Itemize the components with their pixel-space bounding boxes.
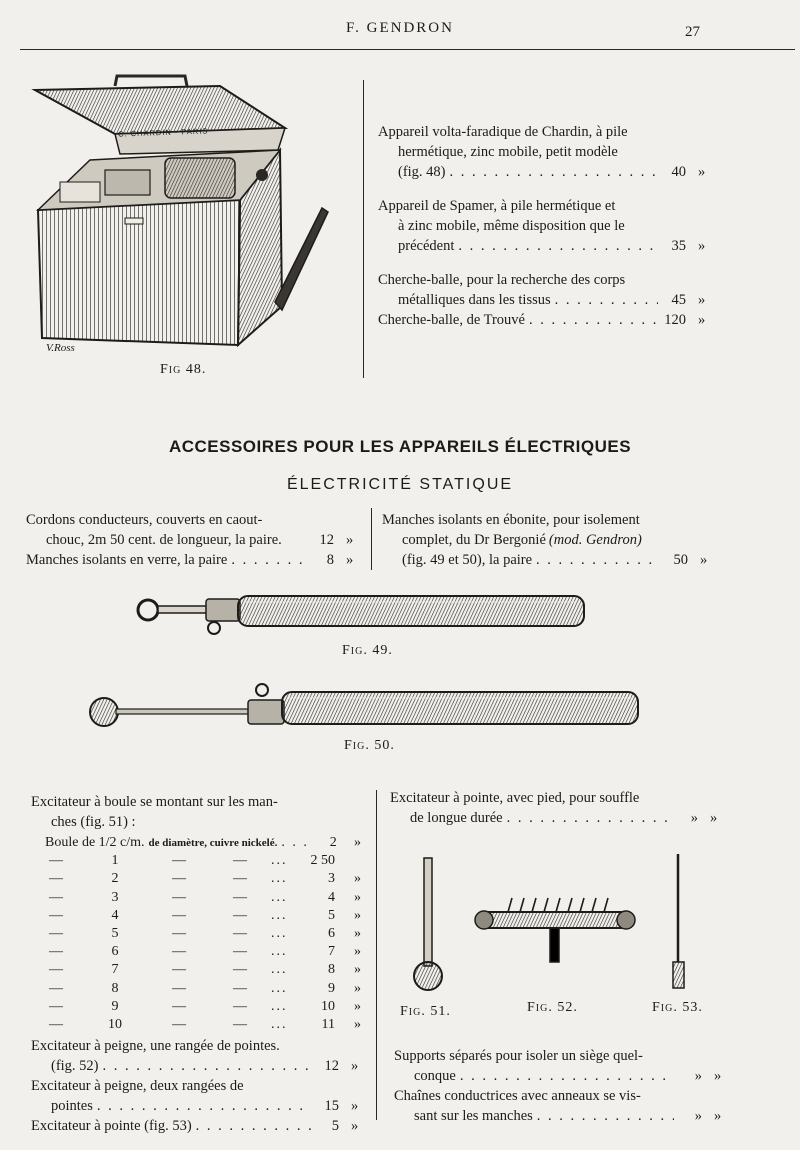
leader-dots (196, 1116, 311, 1136)
ball-row (31, 980, 361, 998)
ball-row-d2: — (172, 926, 186, 942)
ball-row (31, 907, 361, 925)
entry-line: Excitateur à pointe, avec pied, pour souffle (390, 790, 640, 806)
price-unit: » (698, 238, 706, 254)
entry-line: Cordons conducteurs, couverts en caout- (26, 512, 263, 528)
ball-row-price: 11 (321, 1017, 335, 1033)
ball-row-unit: » (354, 926, 361, 942)
entry-line: Supports séparés pour isoler un siège quel- (394, 1048, 643, 1064)
price-unit: » (698, 164, 706, 180)
price: » (694, 1108, 702, 1124)
price-unit: » (351, 1058, 359, 1075)
row-label: Boule de 1/2 c/m. (45, 835, 145, 850)
entry-line: Manches isolants en verre, la paire (26, 552, 228, 568)
ball-row-price: 8 (328, 962, 335, 978)
top-entries (378, 122, 708, 330)
entry-line: conque (414, 1068, 456, 1084)
entry-italic: (mod. Gendron) (548, 532, 642, 548)
ball-row-num: 9 (111, 998, 119, 1014)
static-left (26, 510, 356, 570)
ball-row-price: 5 (328, 907, 335, 923)
fig52-label: Fig. 52. (527, 1000, 578, 1015)
price: 8 (326, 552, 334, 568)
price-unit: » (710, 810, 718, 826)
ball-row-dots: ... (271, 980, 288, 996)
ball-row-d3: — (233, 926, 247, 942)
leader-dots (450, 162, 658, 182)
price: 40 (671, 164, 686, 180)
ball-row-price: 10 (321, 998, 335, 1014)
price-unit: » (354, 835, 361, 850)
ball-row-d2: — (172, 944, 186, 960)
ball-row (31, 1016, 361, 1034)
ball-row (31, 961, 361, 979)
price-unit: » (714, 1108, 722, 1124)
ball-row-num: 6 (111, 944, 119, 960)
ball-row-dash: — (49, 907, 63, 923)
column-rule-exciters (376, 790, 377, 1120)
entry-line: à zinc mobile, même disposition que le (398, 218, 625, 234)
ball-row-dots: ... (271, 998, 288, 1014)
entry-line: pointes (51, 1098, 93, 1115)
entry-line: (fig. 49 et 50), la paire (402, 552, 533, 568)
price-unit: » (346, 552, 354, 568)
leader-dots (231, 550, 306, 570)
ball-row-dots: ... (271, 907, 288, 923)
price: 15 (324, 1098, 339, 1115)
entry-line: Appareil volta-faradique de Chardin, à pile (378, 124, 628, 140)
ball-row-d2: — (172, 871, 186, 887)
ball-row-unit: » (354, 907, 361, 923)
entry-line: Chaînes conductrices avec anneaux se vis- (394, 1088, 641, 1104)
price: 12 (319, 532, 334, 548)
fig48-brand-text: C. CHARDIN · PARIS (117, 126, 209, 139)
price: 12 (324, 1058, 339, 1075)
leader-dots (555, 290, 658, 310)
ball-row-dots: ... (271, 962, 288, 978)
ball-row-d3: — (233, 1017, 247, 1033)
static-right (382, 510, 710, 570)
fig48-label: Fig 48. (160, 362, 207, 377)
ball-row-price: 3 (328, 871, 335, 887)
ball-row-dots: ... (271, 926, 288, 942)
fig50-handle-illustration (86, 680, 642, 732)
ball-row-unit: » (354, 962, 361, 978)
ball-row-unit: » (354, 889, 361, 905)
fig48-engraving (30, 70, 330, 360)
ball-row-d3: — (233, 962, 247, 978)
entry-line: métalliques dans les tissus (398, 292, 551, 308)
price: » (694, 1068, 702, 1084)
ball-row-num: 4 (111, 907, 119, 923)
leader-dots (537, 1106, 674, 1126)
ball-row-dots: ... (271, 1017, 288, 1033)
section-title: ACCESSOIRES POUR LES APPAREILS ÉLECTRIQUES (168, 437, 632, 456)
ball-row-dash: — (49, 962, 63, 978)
ball-row-d2: — (172, 962, 186, 978)
ball-row-dots: ... (271, 853, 288, 869)
ball-row-num: 8 (111, 980, 119, 996)
ball-row-d3: — (233, 889, 247, 905)
ball-row-d3: — (233, 907, 247, 923)
leader-dots (536, 550, 660, 570)
ball-row-d2: — (172, 998, 186, 1014)
price-unit: » (351, 1098, 359, 1115)
ball-row-dash: — (49, 871, 63, 887)
entry-line: chouc, 2m 50 cent. de longueur, la paire. (46, 532, 282, 548)
exciters-left (31, 792, 361, 1136)
exciters-right-bottom (394, 1046, 724, 1126)
price: 5 (331, 1118, 339, 1135)
column-rule-static (371, 508, 372, 570)
ball-row-d2: — (172, 853, 186, 869)
exciters-right-top (390, 788, 720, 828)
ball-row-unit: » (354, 998, 361, 1014)
entry-line: de longue durée (410, 810, 503, 826)
leader-dots (103, 1056, 311, 1076)
ball-row-num: 2 (111, 871, 119, 887)
entry-line: complet, du Dr Bergonié (402, 532, 546, 548)
ball-row-dash: — (49, 998, 63, 1014)
price: 50 (673, 552, 688, 568)
fig50-label: Fig. 50. (344, 738, 395, 753)
leader-dots (97, 1096, 311, 1116)
header-rule (20, 49, 795, 50)
ball-row-d2: — (172, 1017, 186, 1033)
ball-row-d3: — (233, 871, 247, 887)
ball-row-dash: — (49, 889, 63, 905)
ball-row-dash: — (49, 1017, 63, 1033)
leader-dots (529, 310, 658, 330)
price-unit: » (700, 552, 708, 568)
page-number: 27 (685, 24, 700, 40)
entry-line: Excitateur à boule se montant sur les man- (31, 794, 278, 810)
ball-row (31, 925, 361, 943)
price-unit: » (714, 1068, 722, 1084)
entry-line: Excitateur à peigne, deux rangées de (31, 1078, 244, 1095)
price: 35 (671, 238, 686, 254)
ball-row-first (31, 834, 361, 852)
entry-cherche-balle (378, 270, 708, 330)
ball-row-dash: — (49, 980, 63, 996)
price: 45 (671, 292, 686, 308)
entry-line: Excitateur à pointe (fig. 53) (31, 1118, 192, 1135)
ball-row-dots: ... (271, 871, 288, 887)
ball-row (31, 943, 361, 961)
ball-row-d2: — (172, 907, 186, 923)
ball-row-num: 3 (111, 889, 119, 905)
ball-row-num: 1 (111, 853, 119, 869)
ball-row-dots: ... (271, 889, 288, 905)
ball-row-unit: » (354, 1017, 361, 1033)
fig49-label: Fig. 49. (342, 643, 393, 658)
fig51-53-illustration (400, 850, 720, 1000)
ball-row-d3: — (233, 944, 247, 960)
leader-dots (507, 808, 670, 828)
entry-line: Manches isolants en ébonite, pour isolement (382, 512, 640, 528)
section-subtitle: ÉLECTRICITÉ STATIQUE (286, 476, 514, 493)
price-unit: » (351, 1118, 359, 1135)
ball-row (31, 870, 361, 888)
ball-rows (31, 852, 361, 1034)
ball-row-num: 10 (108, 1017, 122, 1033)
entry-line: (fig. 48) (398, 164, 446, 180)
leader-dots (458, 236, 658, 256)
entry-line: hermétique, zinc mobile, petit modèle (398, 144, 618, 160)
ball-row (31, 998, 361, 1016)
price-unit: » (698, 292, 706, 308)
entry-line: (fig. 52) (51, 1058, 99, 1075)
price-unit: » (698, 312, 706, 328)
ball-row-unit: » (354, 980, 361, 996)
ball-row-num: 7 (111, 962, 119, 978)
ball-row-price: 4 (328, 889, 335, 905)
fig51-label: Fig. 51. (400, 1004, 451, 1019)
ball-row-price: 6 (328, 926, 335, 942)
ball-row-price: 7 (328, 944, 335, 960)
ball-row (31, 889, 361, 907)
entry-line: Cherche-balle, pour la recherche des corps (378, 272, 626, 288)
row-note: de diamètre, cuivre nickelé. (148, 837, 278, 849)
entry-line: Excitateur à peigne, une rangée de pointes. (31, 1038, 280, 1055)
ball-row-unit: » (354, 944, 361, 960)
ball-row-d2: — (172, 889, 186, 905)
ball-row-price: 2 50 (310, 853, 335, 869)
entry-line: ches (fig. 51) : (51, 814, 136, 830)
leader-dots (460, 1066, 674, 1086)
ball-row-unit: » (354, 871, 361, 887)
price-unit: » (346, 532, 354, 548)
fig53-label: Fig. 53. (652, 1000, 703, 1015)
ball-row (31, 852, 361, 870)
row-dots: . . . (281, 835, 309, 850)
ball-row-num: 5 (111, 926, 119, 942)
entry-line: précédent (398, 238, 455, 254)
price: 120 (664, 312, 686, 328)
entry-line: sant sur les manches (414, 1108, 533, 1124)
entry-line: Appareil de Spamer, à pile hermétique et (378, 198, 616, 214)
column-rule-top (363, 80, 364, 378)
entry-line: Cherche-balle, de Trouvé (378, 312, 525, 328)
ball-row-d3: — (233, 998, 247, 1014)
running-header: F. GENDRON (346, 20, 454, 36)
ball-row-dash: — (49, 926, 63, 942)
fig48-signature: V.Ross (46, 342, 75, 354)
ball-row-price: 9 (328, 980, 335, 996)
ball-row-dots: ... (271, 944, 288, 960)
ball-row-d2: — (172, 980, 186, 996)
entry-chardin (378, 122, 708, 182)
price: 2 (329, 835, 337, 850)
entry-spamer (378, 196, 708, 256)
ball-row-d3: — (233, 980, 247, 996)
ball-row-dash: — (49, 944, 63, 960)
price: » (690, 810, 698, 826)
ball-row-dash: — (49, 853, 63, 869)
ball-row-d3: — (233, 853, 247, 869)
fig49-handle-illustration (130, 588, 592, 640)
